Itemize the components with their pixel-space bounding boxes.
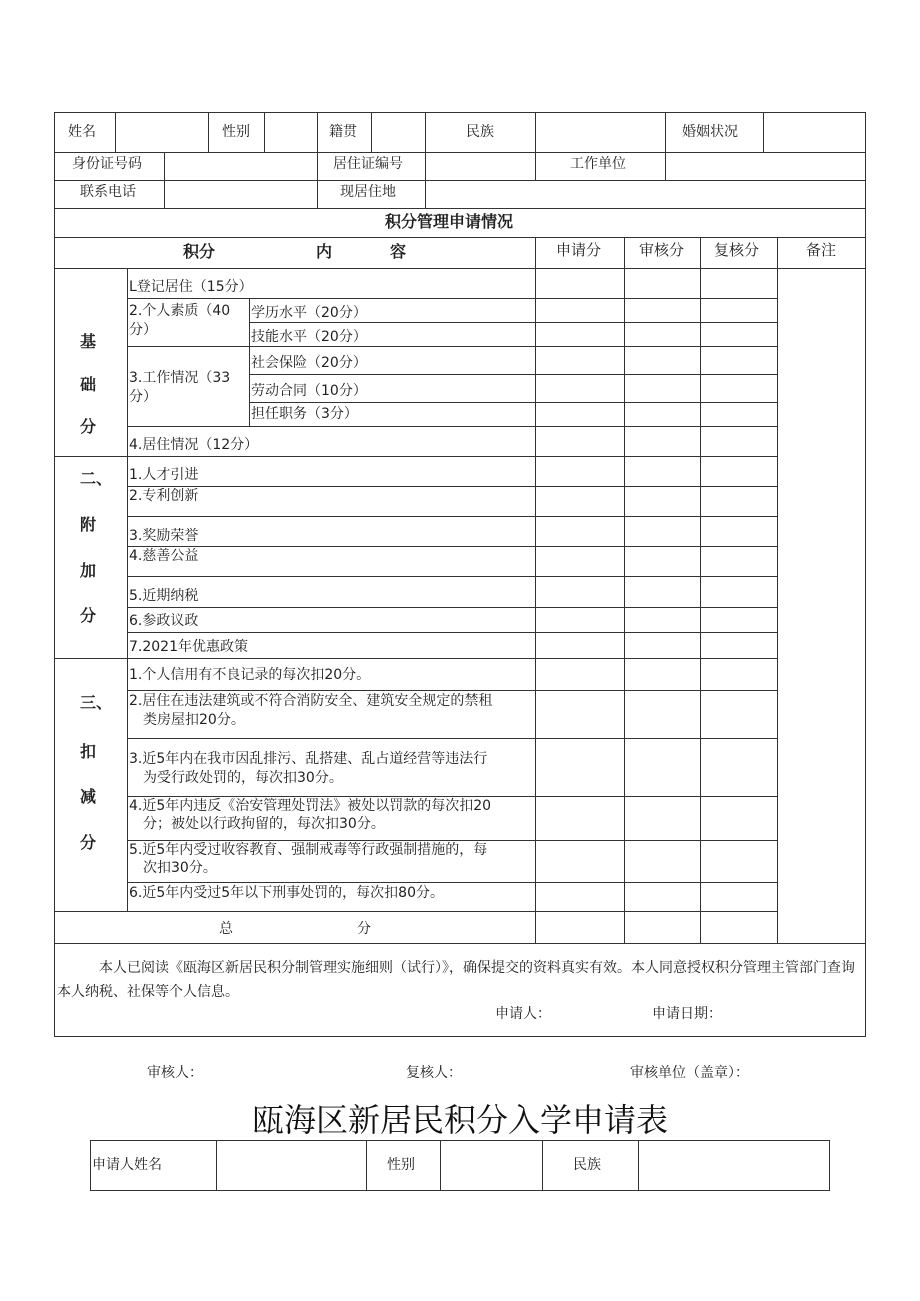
header-remark: 备注 bbox=[806, 241, 837, 259]
form2-gender-label: 性别 bbox=[387, 1157, 415, 1173]
applicant-label: 申请人： bbox=[495, 1006, 551, 1022]
extra-item-talent: 1.人才引进 bbox=[129, 467, 199, 483]
deduct-side-2: 扣 bbox=[80, 742, 97, 761]
deduct-side-1: 三、 bbox=[80, 693, 113, 712]
basic-side-2: 础 bbox=[80, 375, 97, 394]
extra-item-tax: 5.近期纳税 bbox=[129, 588, 199, 604]
extra-side-1: 二、 bbox=[80, 469, 113, 488]
basic-item-labor-contract: 劳动合同（10分） bbox=[251, 383, 367, 399]
reviewer-label: 审核人： bbox=[147, 1065, 203, 1081]
declaration-line-1: 本人已阅读《瓯海区新居民积分制管理实施细则（试行）》，确保提交的资料真实有效。本人同意授权 bbox=[99, 960, 715, 976]
header-score: 积分 bbox=[183, 242, 216, 261]
deduct-item-compulsory-2: 次扣30分。 bbox=[143, 860, 217, 876]
extra-item-policy-2021: 7.2021年优惠政策 bbox=[129, 639, 248, 655]
extra-item-patent: 2.专利创新 bbox=[129, 488, 199, 504]
extra-side-2: 附 bbox=[80, 515, 97, 534]
deduct-item-compulsory-1: 5.近5年内受过收容教育、强制戒毒等行政强制措施的，每 bbox=[129, 842, 488, 858]
basic-side-1: 基 bbox=[80, 332, 97, 351]
basic-item-residence-registration: L登记居住（15分） bbox=[129, 279, 253, 295]
deduct-item-violation-2: 为受行政处罚的，每次扣30分。 bbox=[143, 770, 343, 786]
ethnicity-label: 民族 bbox=[466, 124, 494, 140]
name-label: 姓名 bbox=[68, 124, 96, 140]
deduct-item-illegal-building-1: 2.居住在违法建筑或不符合消防安全、建筑安全规定的禁租 bbox=[129, 693, 493, 709]
deduct-item-public-security-2: 分；被处以行政拘留的，每次扣30分。 bbox=[143, 816, 385, 832]
extra-item-politics: 6.参政议政 bbox=[129, 613, 199, 629]
address-label: 现居住地 bbox=[340, 184, 396, 200]
marital-status-label: 婚姻状况 bbox=[682, 124, 738, 140]
basic-item-education: 学历水平（20分） bbox=[251, 305, 367, 321]
extra-side-3: 加 bbox=[80, 561, 97, 580]
header-content-2: 容 bbox=[390, 242, 407, 261]
form2-ethnicity-label: 民族 bbox=[573, 1157, 601, 1173]
deduct-item-public-security-1: 4.近5年内违反《治安管理处罚法》被处以罚款的每次扣20 bbox=[129, 798, 492, 814]
basic-item-position: 担任职务（3分） bbox=[251, 406, 358, 422]
basic-side-3: 分 bbox=[80, 417, 97, 436]
extra-side-4: 分 bbox=[80, 606, 97, 625]
deduct-item-illegal-building-2: 类房屋扣20分。 bbox=[143, 712, 245, 728]
id-number-label: 身份证号码 bbox=[72, 156, 142, 172]
extra-item-charity: 4.慈善公益 bbox=[129, 548, 199, 564]
header-recheck-score: 复核分 bbox=[714, 241, 760, 259]
review-unit-label: 审核单位（盖章）： bbox=[630, 1065, 749, 1081]
form2-title: 瓯海区新居民积分入学申请表 bbox=[251, 1101, 668, 1139]
deduct-item-violation-1: 3.近5年内在我市因乱排污、乱搭建、乱占道经营等违法行 bbox=[129, 751, 488, 767]
header-content-1: 内 bbox=[316, 242, 333, 261]
total-label-1: 总 bbox=[219, 921, 233, 937]
deduct-item-criminal: 6.近5年内受过5年以下刑事处罚的，每次扣80分。 bbox=[129, 885, 444, 901]
basic-item-social-insurance: 社会保险（20分） bbox=[251, 355, 367, 371]
phone-label: 联系电话 bbox=[80, 184, 136, 200]
basic-item-residence: 4.居住情况（12分） bbox=[129, 437, 259, 453]
deduct-side-3: 减 bbox=[80, 787, 97, 806]
deduct-side-4: 分 bbox=[80, 833, 97, 852]
apply-date-label: 申请日期： bbox=[652, 1006, 722, 1022]
declaration-text bbox=[57, 956, 867, 1004]
declaration-line-2: 积分管理主管部门查询本人纳税、社保等个人信息。 bbox=[57, 960, 855, 1000]
extra-item-honor: 3.奖励荣誉 bbox=[129, 528, 199, 544]
header-review-score: 审核分 bbox=[639, 241, 685, 259]
gender-label: 性别 bbox=[222, 124, 250, 140]
basic-item-work: 3.工作情况（33分） bbox=[129, 370, 231, 405]
employer-label: 工作单位 bbox=[570, 156, 626, 172]
residence-permit-label: 居住证编号 bbox=[333, 156, 403, 172]
basic-item-skill: 技能水平（20分） bbox=[251, 329, 367, 345]
native-place-label: 籍贯 bbox=[329, 124, 357, 140]
total-label-2: 分 bbox=[357, 921, 371, 937]
rechecker-label: 复核人： bbox=[406, 1065, 462, 1081]
header-apply-score: 申请分 bbox=[556, 241, 602, 259]
deduct-item-credit: 1.个人信用有不良记录的每次扣20分。 bbox=[129, 667, 371, 683]
basic-item-personal-quality: 2.个人素质（40分） bbox=[129, 303, 231, 338]
form2-name-label: 申请人姓名 bbox=[92, 1157, 162, 1173]
section-title: 积分管理申请情况 bbox=[385, 212, 514, 231]
